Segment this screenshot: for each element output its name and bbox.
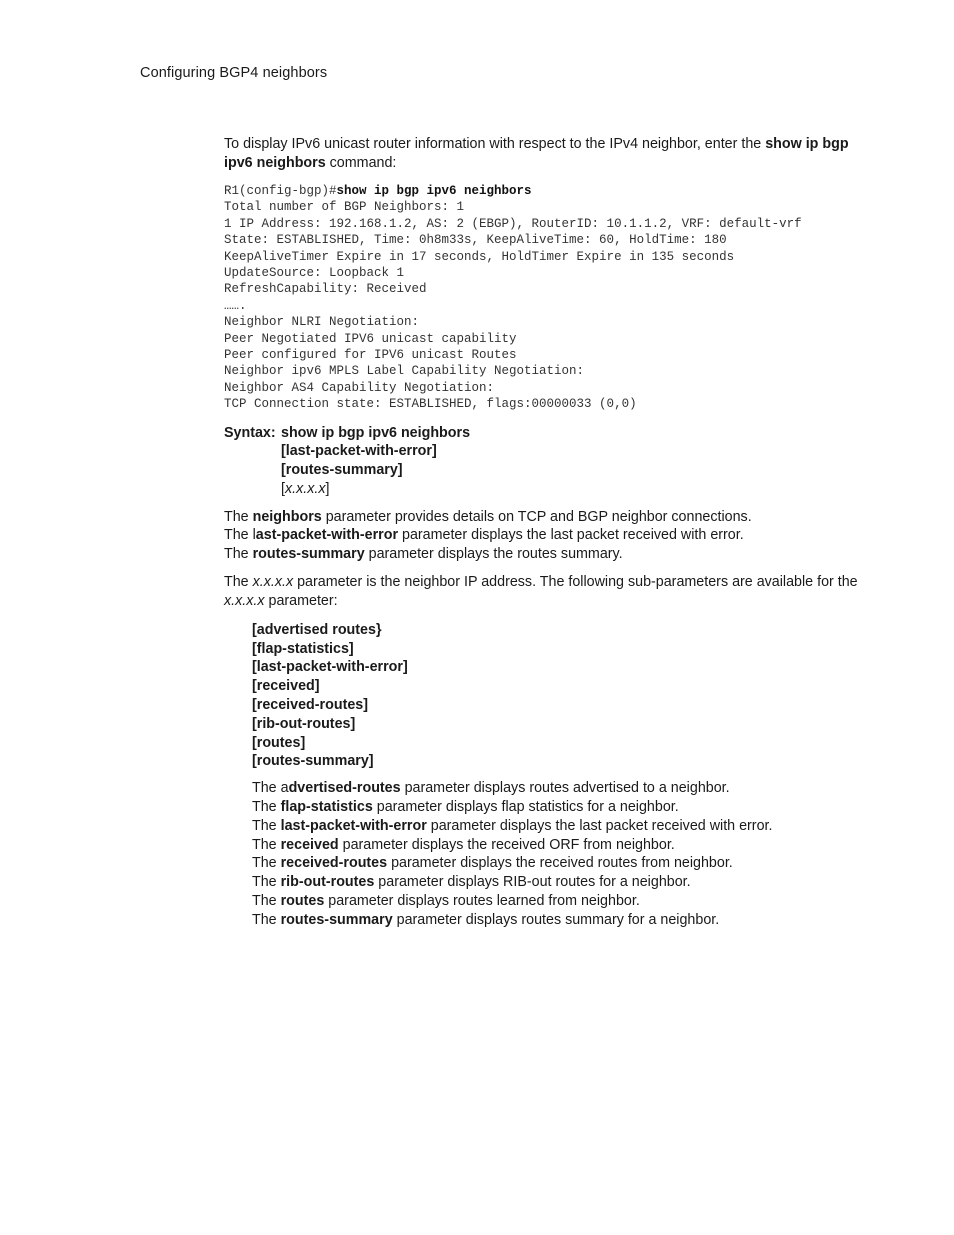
- section-title: Configuring BGP4 neighbors: [140, 65, 328, 81]
- desc-text: parameter displays the last packet received with error.: [398, 527, 744, 544]
- output-line: 1 IP Address: 192.168.1.2, AS: 2 (EBGP), RouterID: 10.1.1.2, VRF: default-vrf: [224, 216, 802, 231]
- cli-output-block: [224, 183, 874, 413]
- desc-text: parameter:: [264, 592, 338, 609]
- param-term: neighbors: [252, 508, 322, 525]
- desc-text: parameter provides details on TCP and BGP neighbor connections.: [321, 508, 752, 525]
- desc-text: parameter displays the received routes from neighbor.: [387, 855, 733, 872]
- sub-parameter-list: [252, 621, 874, 771]
- sub-param-desc: [252, 873, 874, 892]
- output-line: …….: [224, 298, 247, 313]
- sub-param-desc: [252, 779, 874, 798]
- sub-parameter-descriptions: [252, 779, 874, 929]
- param-term: received: [280, 836, 339, 853]
- desc-text: The a: [252, 780, 289, 797]
- sub-param-desc: [252, 798, 874, 817]
- address-variable: x.x.x.x: [252, 573, 294, 590]
- desc-text: parameter displays the routes summary.: [364, 546, 623, 563]
- desc-text: parameter displays routes learned from neighbor.: [324, 893, 640, 910]
- sub-param-desc: [252, 854, 874, 873]
- sub-parameter: [routes]: [252, 734, 306, 751]
- desc-text: The: [252, 855, 281, 872]
- param-term: rib-out-routes: [280, 874, 375, 891]
- sub-parameter: [last-packet-with-error]: [252, 659, 408, 676]
- param-term: ast-packet-with-error: [255, 527, 399, 544]
- param-term: routes-summary: [252, 546, 365, 563]
- syntax-block: [224, 424, 874, 499]
- param-desc: [224, 508, 874, 527]
- syntax-option: [routes-summary]: [281, 462, 403, 479]
- desc-text: The: [252, 836, 281, 853]
- desc-text: The: [224, 573, 253, 590]
- syntax-label: Syntax:: [224, 424, 276, 441]
- param-desc: [224, 526, 874, 545]
- param-term: routes-summary: [280, 911, 393, 928]
- output-line: Peer configured for IPV6 unicast Routes: [224, 348, 517, 363]
- intro-command: show ip bgp ipv6 neighbors: [224, 136, 849, 171]
- bracket-close: ]: [325, 480, 330, 497]
- intro-paragraph: [224, 135, 874, 173]
- sub-param-desc: [252, 836, 874, 855]
- syntax-option: [last-packet-with-error]: [281, 443, 437, 460]
- desc-text: parameter displays routes summary for a neighbor.: [392, 911, 720, 928]
- param-term: last-packet-with-error: [280, 817, 427, 834]
- bracket-open: [: [281, 480, 285, 497]
- sub-parameter: [rib-out-routes]: [252, 715, 356, 732]
- sub-parameter: [advertised routes}: [252, 621, 382, 638]
- param-term: received-routes: [280, 855, 388, 872]
- output-line: Neighbor AS4 Capability Negotiation:: [224, 380, 495, 395]
- parameter-descriptions: [224, 508, 874, 564]
- sub-parameter: [received]: [252, 678, 320, 695]
- output-line: UpdateSource: Loopback 1: [224, 266, 405, 281]
- running-header: [140, 65, 327, 81]
- desc-text: The: [252, 874, 281, 891]
- sub-param-desc: [252, 892, 874, 911]
- address-variable: x.x.x.x: [284, 480, 326, 497]
- output-line: Neighbor NLRI Negotiation:: [224, 315, 420, 330]
- sub-parameter: [flap-statistics]: [252, 640, 354, 657]
- desc-text: The: [252, 893, 281, 910]
- output-line: State: ESTABLISHED, Time: 0h8m33s, KeepAliveTime: 60, HoldTime: 180: [224, 233, 727, 248]
- intro-text: To display IPv6 unicast router information with respect to the IPv4 neighbor, enter the: [224, 136, 766, 152]
- syntax-option-address: [281, 480, 470, 499]
- desc-text: The l: [224, 527, 256, 544]
- address-variable: x.x.x.x: [224, 592, 265, 609]
- param-term: routes: [280, 893, 325, 910]
- desc-text: parameter displays the received ORF from neighbor.: [338, 836, 675, 853]
- desc-text: parameter displays routes advertised to a neighbor.: [400, 780, 730, 797]
- desc-text: The: [252, 817, 281, 834]
- desc-text: The: [224, 546, 253, 563]
- output-line: Peer Negotiated IPV6 unicast capability: [224, 331, 517, 346]
- output-line: KeepAliveTimer Expire in 17 seconds, HoldTimer Expire in 135 seconds: [224, 249, 735, 264]
- cli-command: show ip bgp ipv6 neighbors: [336, 184, 532, 198]
- cli-prompt: R1(config-bgp)#: [224, 184, 337, 198]
- param-term: flap-statistics: [280, 799, 373, 816]
- sub-param-desc: [252, 911, 874, 930]
- param-term: dvertised-routes: [288, 780, 401, 797]
- desc-text: The: [252, 911, 281, 928]
- output-line: Neighbor ipv6 MPLS Label Capability Negotiation:: [224, 364, 585, 379]
- sub-param-desc: [252, 817, 874, 836]
- main-content: [224, 135, 874, 930]
- sub-parameter: [routes-summary]: [252, 753, 374, 770]
- desc-text: parameter displays flap statistics for a neighbor.: [372, 799, 679, 816]
- syntax-command: show ip bgp ipv6 neighbors: [281, 424, 471, 441]
- output-line: RefreshCapability: Received: [224, 282, 427, 297]
- param-desc: [224, 545, 874, 564]
- address-param-paragraph: [224, 573, 874, 611]
- desc-text: The: [252, 799, 281, 816]
- output-line: TCP Connection state: ESTABLISHED, flags:00000033 (0,0): [224, 397, 637, 412]
- desc-text: parameter displays RIB-out routes for a neighbor.: [374, 874, 691, 891]
- output-line: Total number of BGP Neighbors: 1: [224, 200, 465, 215]
- intro-text-end: command:: [325, 155, 397, 171]
- desc-text: parameter displays the last packet received with error.: [426, 817, 773, 834]
- desc-text: The: [224, 508, 253, 525]
- desc-text: parameter is the neighbor IP address. The following sub-parameters are available for the: [293, 573, 858, 590]
- sub-parameter: [received-routes]: [252, 697, 369, 714]
